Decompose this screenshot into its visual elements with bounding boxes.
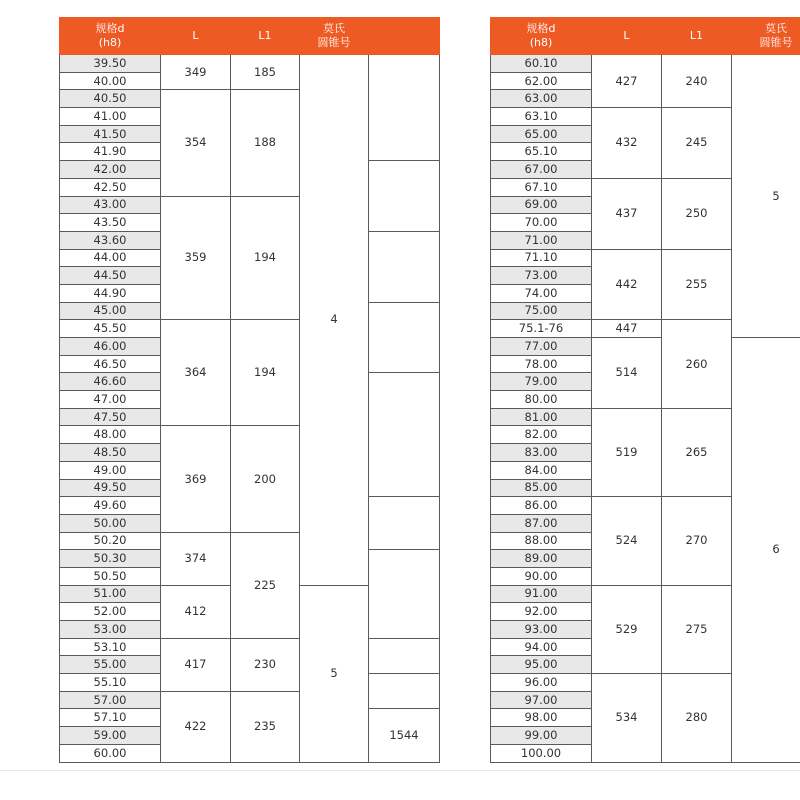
- spec-d-cell: 42.50: [60, 178, 161, 196]
- header-L: L: [592, 18, 662, 55]
- header-L: L: [161, 18, 231, 55]
- spec-d-cell: 49.60: [60, 497, 161, 515]
- spec-d-cell: 42.00: [60, 161, 161, 179]
- length-L-cell: 412: [161, 585, 231, 638]
- length-L-cell: 359: [161, 196, 231, 320]
- spec-d-cell: 67.10: [491, 178, 592, 196]
- spec-d-cell: 89.00: [491, 550, 592, 568]
- length-L1-cell: 270: [662, 497, 732, 585]
- spec-d-cell: 52.00: [60, 603, 161, 621]
- spec-d-cell: 57.10: [60, 709, 161, 727]
- table-row: [60, 55, 440, 73]
- spec-d-cell: 99.00: [491, 727, 592, 745]
- header-row: [60, 18, 440, 55]
- length-L-cell: 534: [592, 674, 662, 762]
- spec-d-cell: 71.10: [491, 249, 592, 267]
- spec-d-cell: 62.00: [491, 72, 592, 90]
- spec-d-cell: 82.00: [491, 426, 592, 444]
- extra-cell: [369, 302, 440, 373]
- spec-d-cell: 74.00: [491, 284, 592, 302]
- extra-cell: [369, 638, 440, 673]
- spec-d-cell: 57.00: [60, 691, 161, 709]
- length-L1-cell: 188: [231, 90, 300, 196]
- length-L-cell: 437: [592, 178, 662, 249]
- spec-d-cell: 50.30: [60, 550, 161, 568]
- spec-d-cell: 59.00: [60, 727, 161, 745]
- morse-taper-cell: 4: [300, 55, 369, 586]
- spec-d-cell: 84.00: [491, 461, 592, 479]
- length-L-cell: 417: [161, 638, 231, 691]
- spec-d-cell: 48.50: [60, 444, 161, 462]
- spec-d-cell: 85.00: [491, 479, 592, 497]
- length-L-cell: 422: [161, 691, 231, 762]
- spec-d-cell: 67.00: [491, 161, 592, 179]
- spec-d-cell: 45.00: [60, 302, 161, 320]
- length-L-cell: 369: [161, 426, 231, 532]
- spec-d-cell: 41.00: [60, 108, 161, 126]
- spec-d-cell: 50.00: [60, 514, 161, 532]
- spec-d-cell: 49.50: [60, 479, 161, 497]
- spec-d-cell: 43.60: [60, 231, 161, 249]
- length-L-cell: 524: [592, 497, 662, 585]
- spec-d-cell: 93.00: [491, 621, 592, 639]
- spec-d-cell: 53.00: [60, 621, 161, 639]
- spec-d-cell: 51.00: [60, 585, 161, 603]
- length-L-cell: 442: [592, 249, 662, 320]
- length-L1-cell: 200: [231, 426, 300, 532]
- morse-taper-cell: 6: [732, 338, 800, 763]
- spec-d-cell: 65.00: [491, 125, 592, 143]
- spec-d-cell: 43.00: [60, 196, 161, 214]
- spec-d-cell: 69.00: [491, 196, 592, 214]
- length-L1-cell: 255: [662, 249, 732, 320]
- spec-d-cell: 70.00: [491, 214, 592, 232]
- spec-d-cell: 73.00: [491, 267, 592, 285]
- spec-d-cell: 79.00: [491, 373, 592, 391]
- spec-d-cell: 47.50: [60, 408, 161, 426]
- spec-d-cell: 53.10: [60, 638, 161, 656]
- spec-d-cell: 98.00: [491, 709, 592, 727]
- extra-cell: [369, 161, 440, 232]
- length-L-cell: 427: [592, 55, 662, 108]
- table-row: [491, 55, 800, 73]
- length-L1-cell: 280: [662, 674, 732, 762]
- spec-d-cell: 41.50: [60, 125, 161, 143]
- length-L-cell: 447: [592, 320, 662, 338]
- spec-d-cell: 81.00: [491, 408, 592, 426]
- table-row: [60, 638, 440, 656]
- spec-table-right: [490, 17, 800, 763]
- spec-d-cell: 39.50: [60, 55, 161, 73]
- spec-d-cell: 96.00: [491, 674, 592, 692]
- spec-d-cell: 86.00: [491, 497, 592, 515]
- length-L1-cell: 250: [662, 178, 732, 249]
- table-row: [491, 338, 800, 356]
- spec-d-cell: 63.10: [491, 108, 592, 126]
- page-divider: [0, 770, 800, 771]
- length-L1-cell: 275: [662, 585, 732, 673]
- spec-d-cell: 41.90: [60, 143, 161, 161]
- length-L-cell: 374: [161, 532, 231, 585]
- spec-d-cell: 91.00: [491, 585, 592, 603]
- extra-cell: 1544: [369, 709, 440, 762]
- header-morse: 莫氏 圆锥号: [300, 18, 369, 55]
- spec-d-cell: 43.50: [60, 214, 161, 232]
- spec-d-cell: 75.1-76: [491, 320, 592, 338]
- spec-d-cell: 49.00: [60, 461, 161, 479]
- spec-d-cell: 88.00: [491, 532, 592, 550]
- length-L1-cell: 235: [231, 691, 300, 762]
- spec-d-cell: 87.00: [491, 514, 592, 532]
- length-L1-cell: 265: [662, 408, 732, 496]
- spec-d-cell: 78.00: [491, 355, 592, 373]
- spec-table-left: [59, 17, 440, 763]
- length-L-cell: 529: [592, 585, 662, 673]
- morse-taper-cell: 5: [732, 55, 800, 338]
- header-d: 规格d (h8): [60, 18, 161, 55]
- length-L1-cell: 194: [231, 196, 300, 320]
- spec-d-cell: 60.00: [60, 744, 161, 762]
- length-L-cell: 519: [592, 408, 662, 496]
- length-L1-cell: 194: [231, 320, 300, 426]
- length-L-cell: 349: [161, 55, 231, 90]
- spec-d-cell: 80.00: [491, 391, 592, 409]
- spec-d-cell: 45.50: [60, 320, 161, 338]
- spec-d-cell: 94.00: [491, 638, 592, 656]
- spec-d-cell: 97.00: [491, 691, 592, 709]
- spec-d-cell: 100.00: [491, 744, 592, 762]
- length-L1-cell: 185: [231, 55, 300, 90]
- header-L1: L1: [231, 18, 300, 55]
- spec-d-cell: 44.90: [60, 284, 161, 302]
- spec-d-cell: 90.00: [491, 567, 592, 585]
- header-extra: [369, 18, 440, 55]
- extra-cell: [369, 497, 440, 550]
- spec-d-cell: 50.20: [60, 532, 161, 550]
- header-d: 规格d (h8): [491, 18, 592, 55]
- spec-d-cell: 48.00: [60, 426, 161, 444]
- length-L1-cell: 260: [662, 320, 732, 408]
- length-L1-cell: 230: [231, 638, 300, 691]
- spec-d-cell: 55.10: [60, 674, 161, 692]
- spec-d-cell: 77.00: [491, 338, 592, 356]
- spec-d-cell: 60.10: [491, 55, 592, 73]
- spec-d-cell: 40.50: [60, 90, 161, 108]
- spec-d-cell: 47.00: [60, 391, 161, 409]
- spec-d-cell: 46.50: [60, 355, 161, 373]
- spec-d-cell: 40.00: [60, 72, 161, 90]
- extra-cell: [369, 550, 440, 638]
- spec-d-cell: 95.00: [491, 656, 592, 674]
- length-L1-cell: 245: [662, 108, 732, 179]
- spec-d-cell: 92.00: [491, 603, 592, 621]
- length-L1-cell: 240: [662, 55, 732, 108]
- length-L-cell: 432: [592, 108, 662, 179]
- spec-d-cell: 44.00: [60, 249, 161, 267]
- morse-taper-cell: 5: [300, 585, 369, 762]
- length-L-cell: 364: [161, 320, 231, 426]
- header-morse: 莫氏 圆锥号: [732, 18, 800, 55]
- spec-d-cell: 83.00: [491, 444, 592, 462]
- spec-d-cell: 44.50: [60, 267, 161, 285]
- spec-d-cell: 75.00: [491, 302, 592, 320]
- extra-cell: [369, 373, 440, 497]
- spec-d-cell: 55.00: [60, 656, 161, 674]
- spec-d-cell: 46.60: [60, 373, 161, 391]
- spec-d-cell: 63.00: [491, 90, 592, 108]
- spec-d-cell: 46.00: [60, 338, 161, 356]
- extra-cell: [369, 674, 440, 709]
- length-L-cell: 514: [592, 338, 662, 409]
- header-L1: L1: [662, 18, 732, 55]
- extra-cell: [369, 55, 440, 161]
- length-L-cell: 354: [161, 90, 231, 196]
- spec-d-cell: 50.50: [60, 567, 161, 585]
- extra-cell: [369, 231, 440, 302]
- spec-d-cell: 71.00: [491, 231, 592, 249]
- header-row: [491, 18, 800, 55]
- spec-d-cell: 65.10: [491, 143, 592, 161]
- length-L1-cell: 225: [231, 532, 300, 638]
